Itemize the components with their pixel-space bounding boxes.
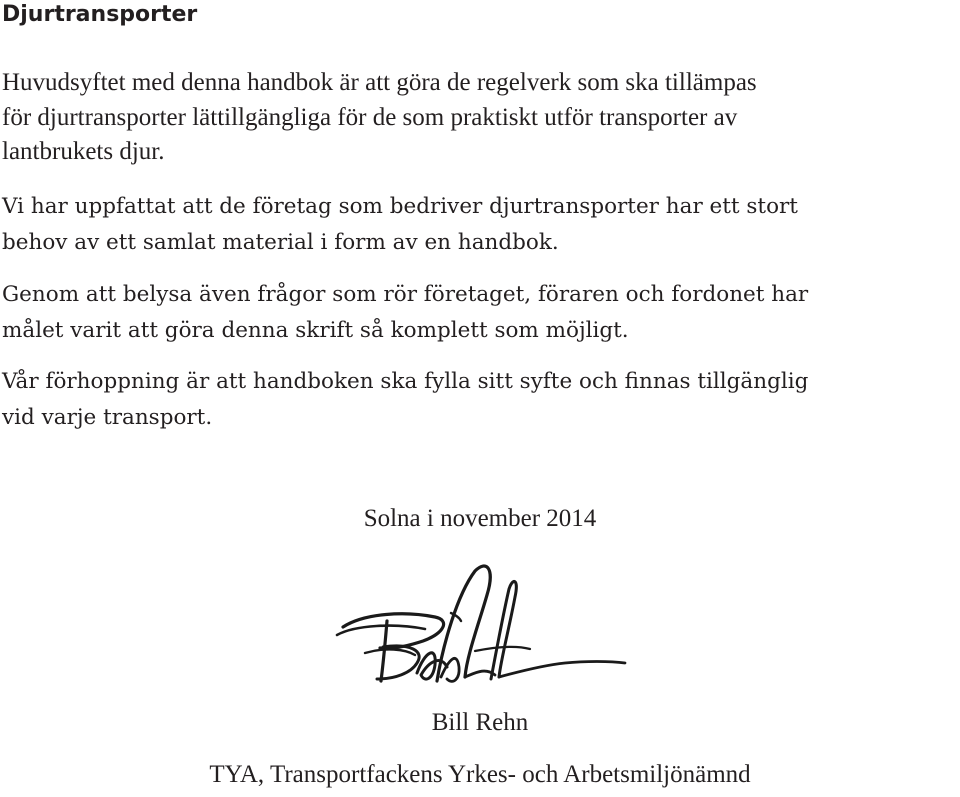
paragraph-line: målet varit att göra denna skrift så komplett som möjligt. xyxy=(2,318,629,343)
paragraph-line: för djurtransporter lättillgängliga för de som praktiskt utför transporter av xyxy=(2,103,738,131)
paragraph-need xyxy=(2,189,952,261)
page-title: Djurtransporter xyxy=(2,2,198,27)
paragraph-purpose xyxy=(2,66,952,170)
handwritten-signature xyxy=(325,555,635,700)
paragraph-line: Vi har uppfattat att de företag som bedriver djurtransporter har ett stort xyxy=(2,194,798,219)
place-date: Solna i november 2014 xyxy=(363,505,597,532)
paragraph-line: behov av ett samlat material i form av en handbok. xyxy=(2,230,559,255)
paragraph-scope xyxy=(2,277,952,349)
paragraph-line: Genom att belysa även frågor som rör företaget, föraren och fordonet har xyxy=(2,282,809,307)
paragraph-hope xyxy=(2,364,952,436)
paragraph-line: Vår förhoppning är att handboken ska fylla sitt syfte och finnas tillgänglig xyxy=(2,369,809,394)
paragraph-line: Huvudsyftet med denna handbok är att göra de regelverk som ska tillämpas xyxy=(2,69,757,96)
signer-name: Bill Rehn xyxy=(431,709,529,736)
paragraph-line: lantbrukets djur. xyxy=(2,138,165,165)
organization-name: TYA, Transportfackens Yrkes- och Arbetsmiljönämnd xyxy=(209,761,751,788)
paragraph-line: vid varje transport. xyxy=(2,405,213,430)
